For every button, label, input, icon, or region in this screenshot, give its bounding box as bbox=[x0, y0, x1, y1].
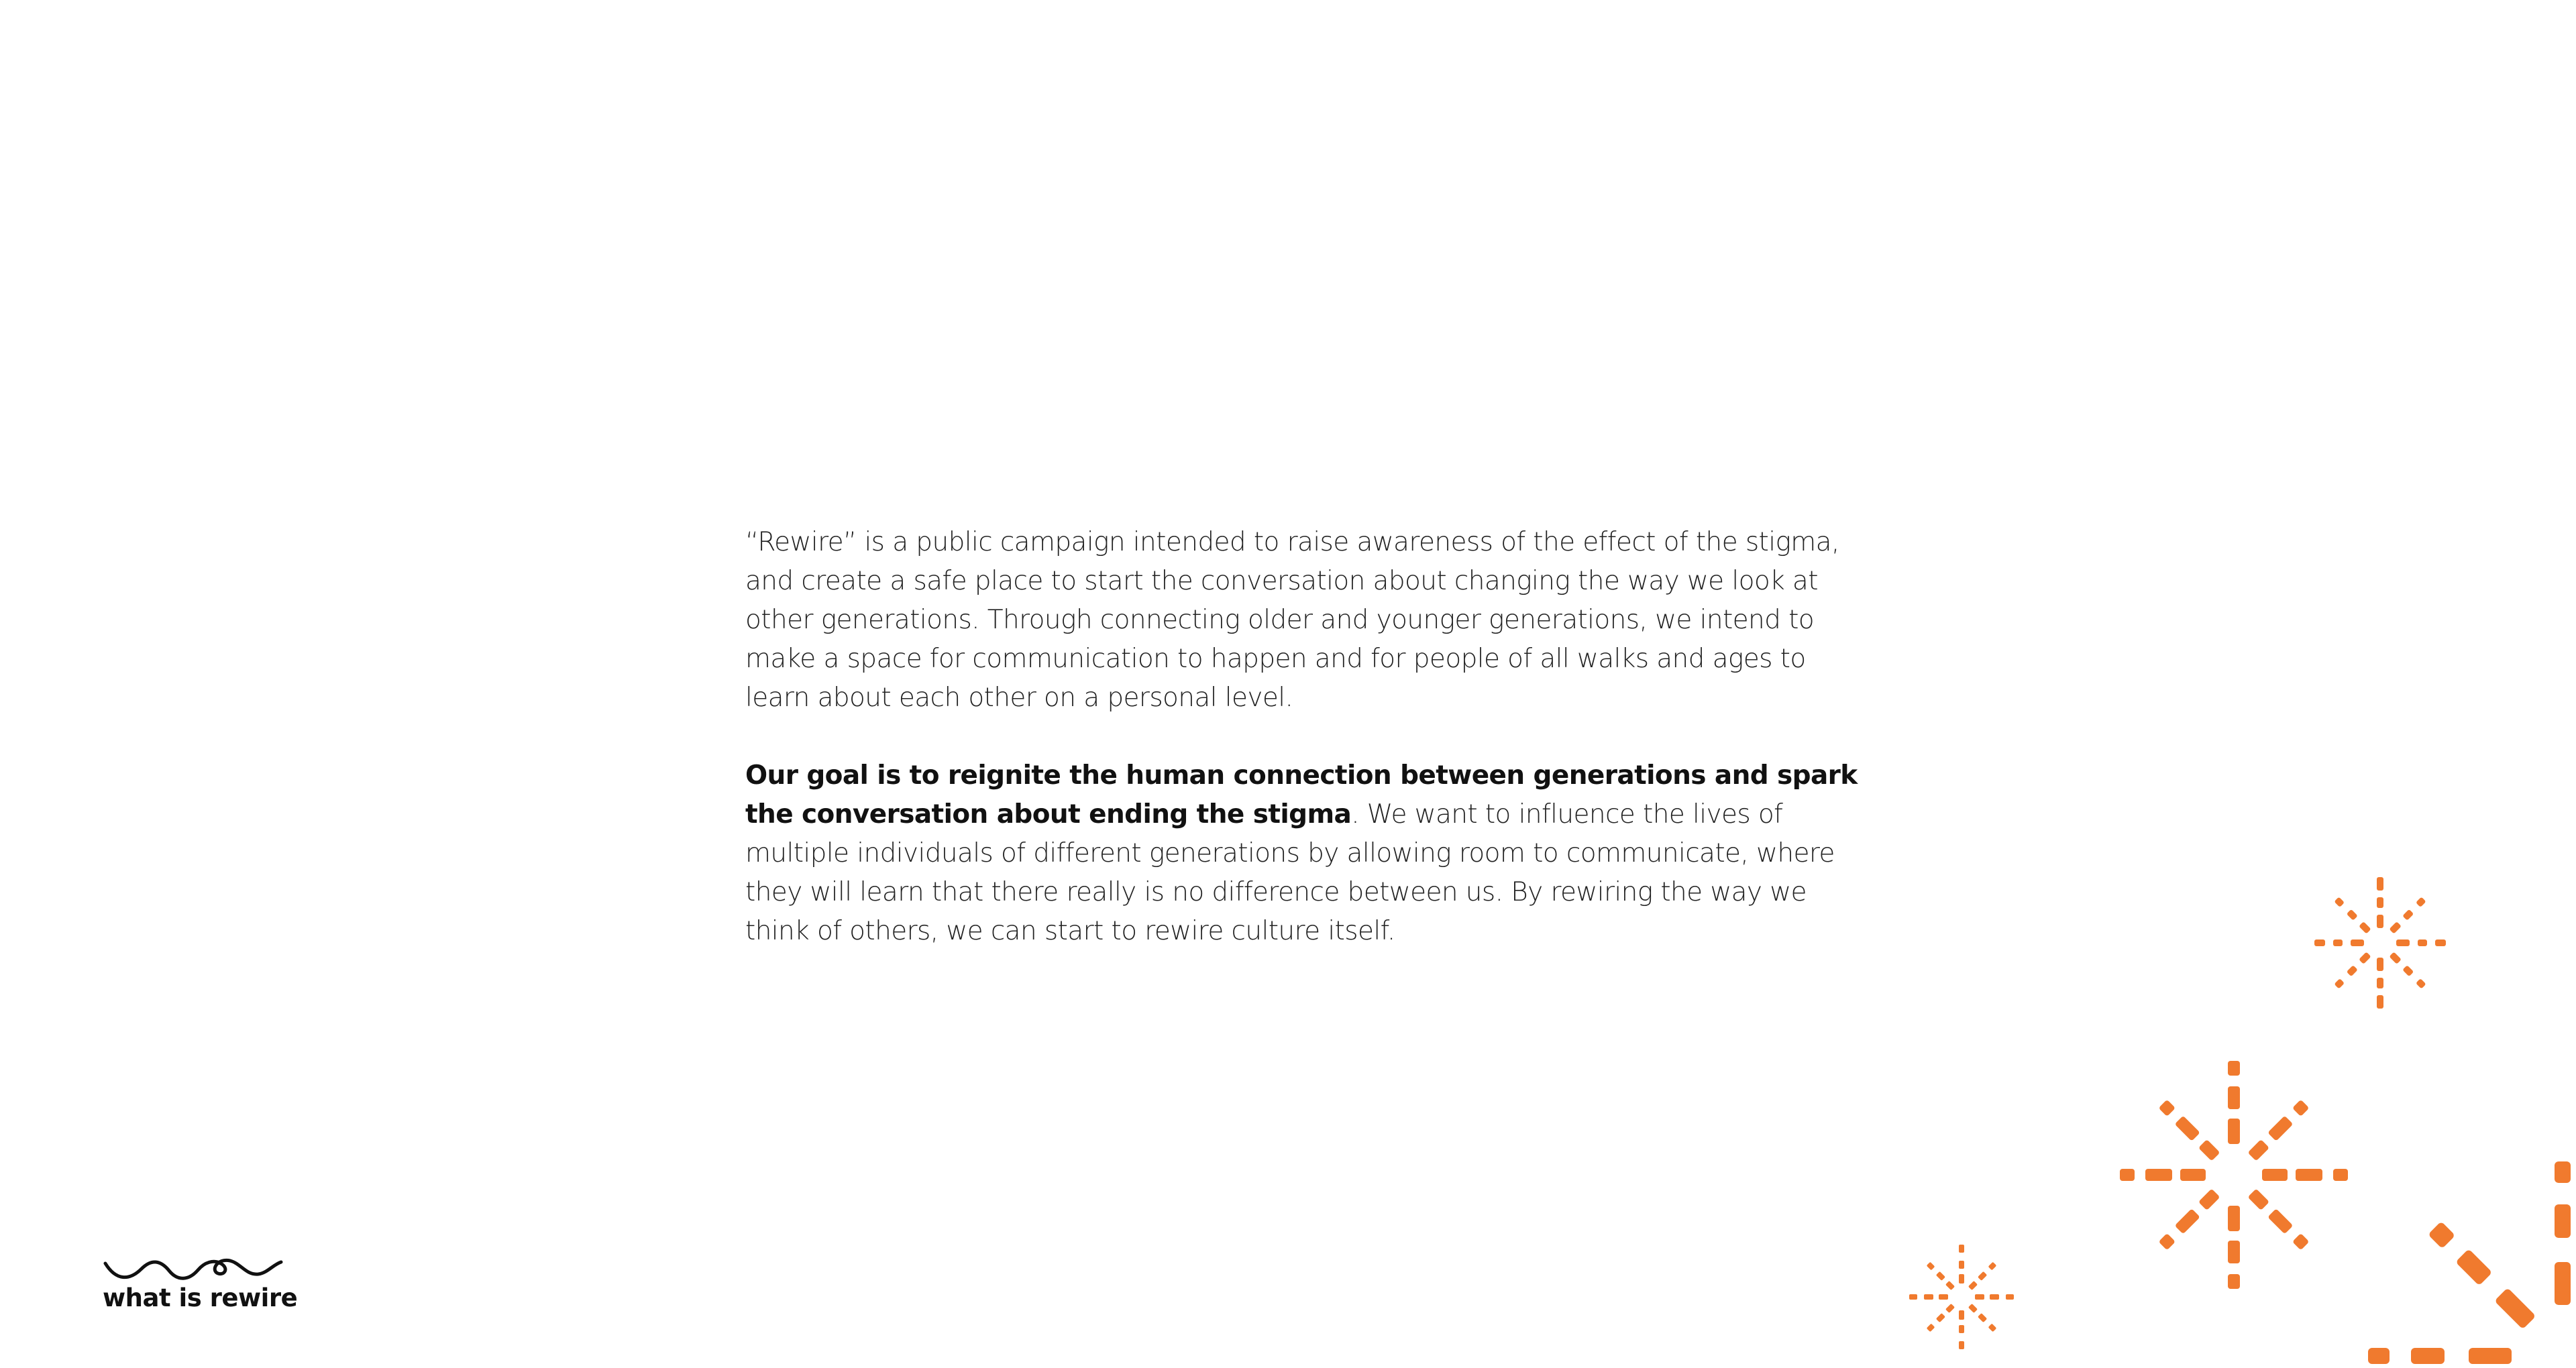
goal-rest: . We want to influence the lives of multiple individuals of different generations by allowing room to communicate, where they will learn that there really is no difference between us. By rewiring the way we think of others, we can start to rewire culture itself. bbox=[745, 799, 1835, 946]
goal-bold-lead: Our goal is to reignite the human connection between generations and spark the conversation about ending the stigma bbox=[745, 760, 1858, 830]
squiggle-wordmark-icon bbox=[103, 1254, 284, 1281]
burst-icon-small bbox=[1909, 1245, 2014, 1349]
section-label: what is rewire bbox=[103, 1284, 298, 1312]
burst-icon-corner bbox=[2368, 1161, 2571, 1364]
intro-paragraph: “Rewire” is a public campaign intended to raise awareness of the effect of the stigma, and create a safe place to start the conversation about changing the way we look at other generations. Through connecting older and younger generations, we intend to make a space for communication to happen and for people of all walks and ages to learn about each other on a personal level. bbox=[745, 527, 1839, 713]
brand-footer bbox=[103, 1254, 297, 1312]
burst-icon-top bbox=[2314, 877, 2446, 1009]
body-copy bbox=[745, 523, 1859, 990]
burst-icon-large bbox=[2120, 1061, 2348, 1289]
goal-paragraph bbox=[745, 756, 1859, 951]
